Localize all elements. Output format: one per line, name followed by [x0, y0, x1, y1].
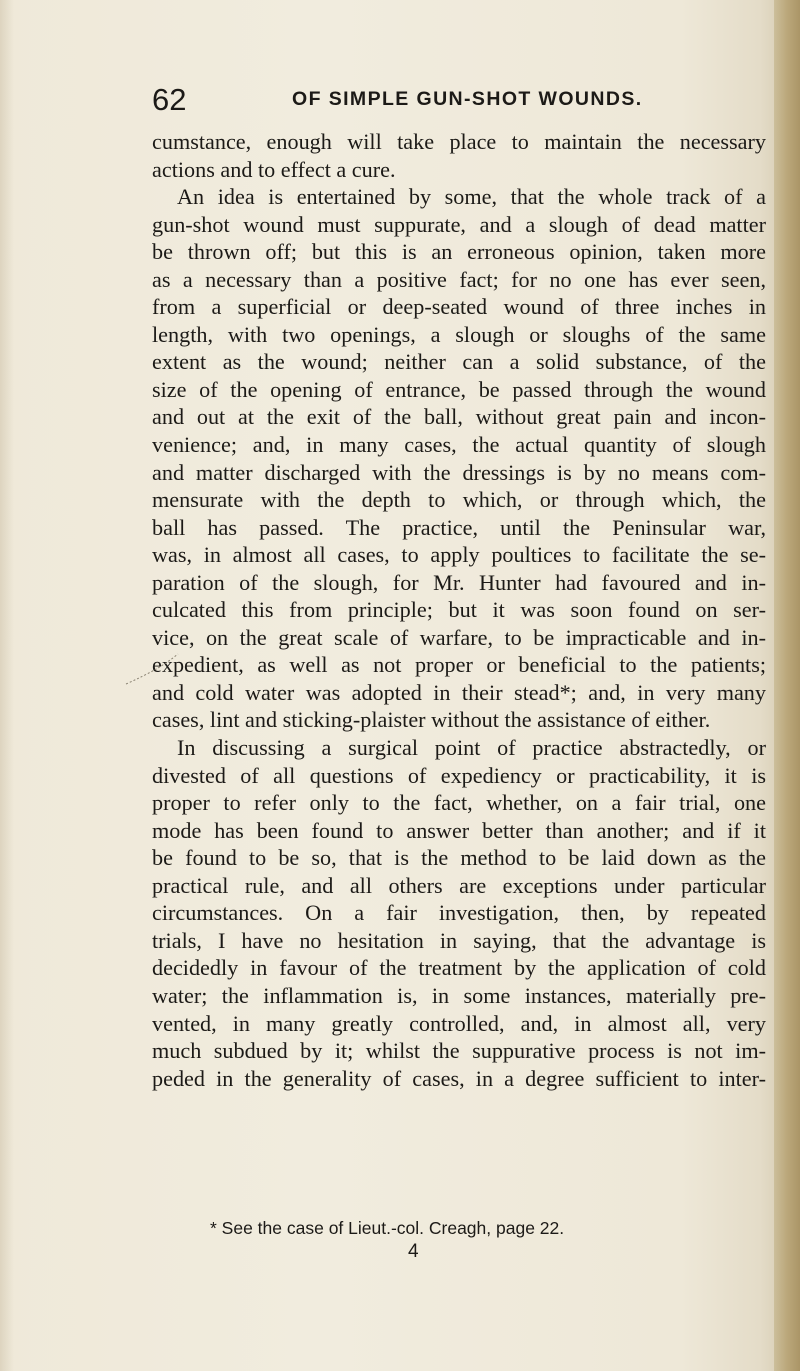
- text-line: water; the inflammation is, in some instances, materially pre-: [152, 982, 766, 1008]
- text-line: trials, I have no hesitation in saying, that the advantage is: [152, 927, 766, 953]
- stray-pencil-mark: [122, 650, 182, 690]
- page-edge: [774, 0, 800, 1371]
- text-line: proper to refer only to the fact, whether, on a fair trial, one: [152, 790, 766, 816]
- text-line: culcated this from principle; but it was soon found on ser-: [152, 597, 766, 623]
- text-line: size of the opening of entrance, be passed through the wound: [152, 376, 766, 402]
- text-line: gun-shot wound must suppurate, and a slough of dead matter: [152, 211, 766, 237]
- text-line: much subdued by it; whilst the suppurative process is not im-: [152, 1038, 766, 1064]
- text-line: vented, in many greatly controlled, and, in almost all, very: [152, 1010, 766, 1036]
- text-line: length, with two openings, a slough or sloughs of the same: [152, 321, 766, 347]
- text-line: and out at the exit of the ball, without great pain and incon-: [152, 404, 766, 430]
- text-line: be thrown off; but this is an erroneous opinion, taken more: [152, 239, 766, 265]
- text-line: An idea is entertained by some, that the whole track of a: [177, 184, 766, 210]
- text-line: mode has been found to answer better than another; and if it: [152, 817, 766, 843]
- page-header: [152, 82, 772, 122]
- running-head: OF SIMPLE GUN-SHOT WOUNDS.: [292, 88, 643, 110]
- text-line: venience; and, in many cases, the actual quantity of slough: [152, 432, 766, 458]
- text-line: divested of all questions of expediency or practicability, it is: [152, 762, 766, 788]
- text-line: peded in the generality of cases, in a degree sufficient to inter-: [152, 1065, 766, 1091]
- text-line: actions and to effect a cure.: [152, 156, 396, 182]
- text-line: vice, on the great scale of warfare, to be impracticable and in-: [152, 624, 766, 650]
- text-line: paration of the slough, for Mr. Hunter had favoured and in-: [152, 569, 766, 595]
- text-line: extent as the wound; neither can a solid substance, of the: [152, 349, 766, 375]
- body-text: [152, 128, 766, 1092]
- text-line: from a superficial or deep-seated wound of three inches in: [152, 294, 766, 320]
- text-line: and matter discharged with the dressings is by no means com-: [152, 459, 766, 485]
- gutter-shadow: [0, 0, 14, 1371]
- text-line: be found to be so, that is the method to be laid down as the: [152, 845, 766, 871]
- page-number: 62: [152, 82, 187, 117]
- text-line: In discussing a surgical point of practice abstractedly, or: [177, 735, 766, 761]
- text-line: and cold water was adopted in their stead*; and, in very many: [152, 679, 766, 705]
- footnote: * See the case of Lieut.-col. Creagh, page 22.: [210, 1218, 565, 1238]
- text-line: as a necessary than a positive fact; for no one has ever seen,: [152, 266, 766, 292]
- text-line: cumstance, enough will take place to maintain the necessary: [152, 129, 766, 154]
- text-line: mensurate with the depth to which, or through which, the: [152, 487, 766, 513]
- text-line: circumstances. On a fair investigation, then, by repeated: [152, 900, 766, 926]
- text-line: cases, lint and sticking-plaister without the assistance of either.: [152, 707, 711, 733]
- signature-mark: 4: [408, 1241, 419, 1262]
- text-line: decidedly in favour of the treatment by the application of cold: [152, 955, 766, 981]
- text-line: was, in almost all cases, to apply poultices to facilitate the se-: [152, 542, 766, 568]
- text-line: ball has passed. The practice, until the Peninsular war,: [152, 514, 766, 540]
- text-line: expedient, as well as not proper or beneficial to the patients;: [152, 652, 766, 678]
- text-line: practical rule, and all others are exceptions under particular: [152, 872, 766, 898]
